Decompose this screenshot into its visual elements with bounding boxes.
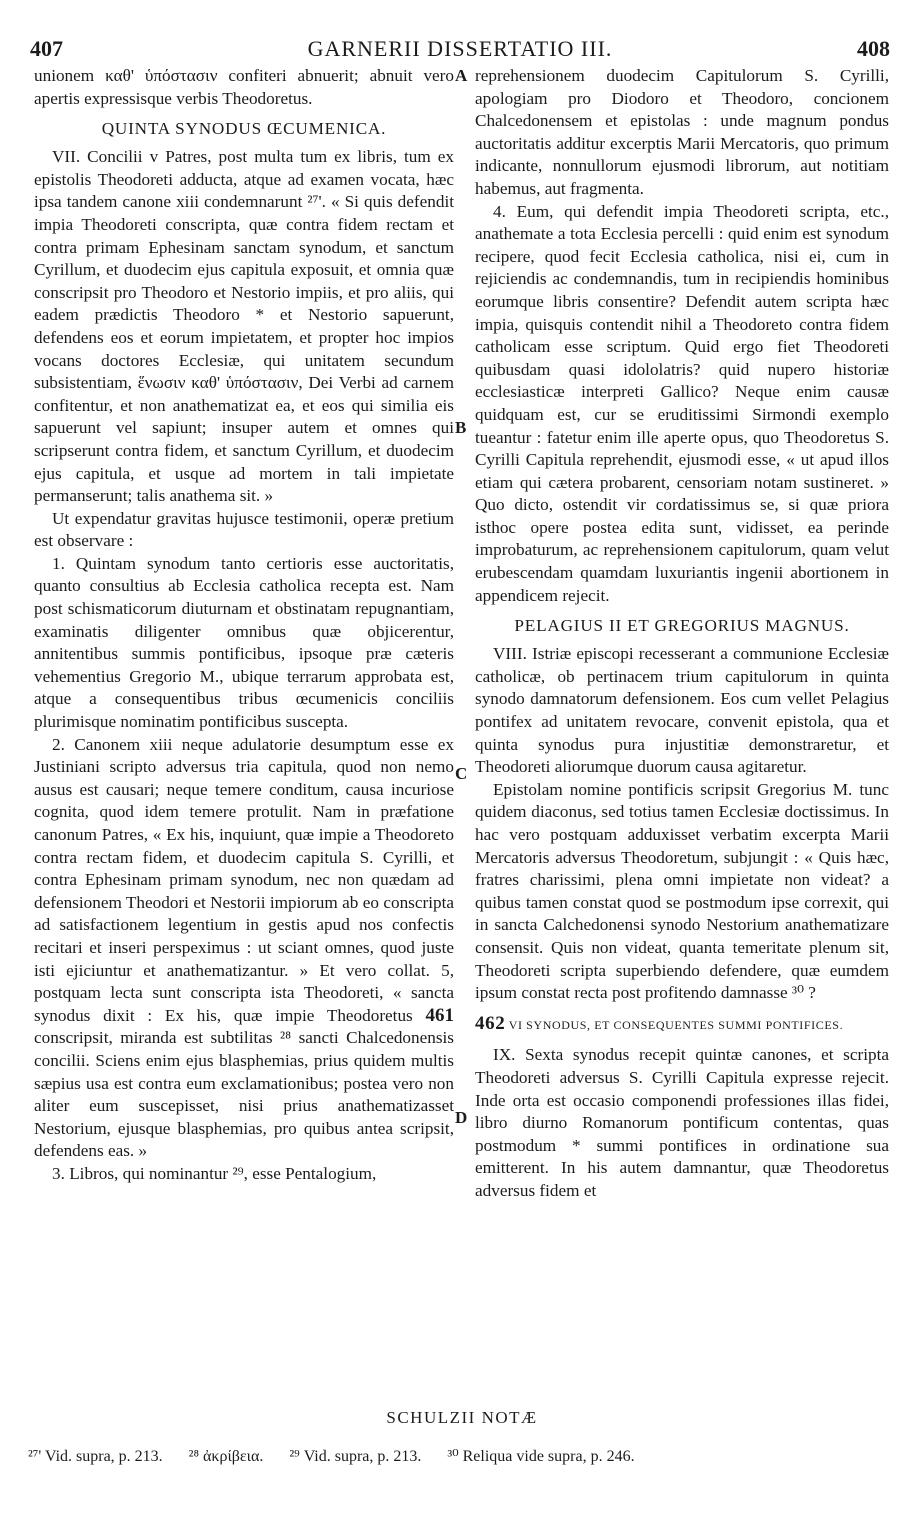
page-number-left: 407 <box>30 36 63 61</box>
footnote: ³⁰ Reliqua vide supra, p. 246. <box>447 1448 635 1465</box>
margin-letter-c: C <box>455 764 468 783</box>
footnote: ²⁷' Vid. supra, p. 213. <box>28 1448 163 1465</box>
paragraph: VIII. Istriæ episcopi recesserant a communione Ecclesiæ catholicæ, ob pertinacem trium capitulorum in quinta synodo damnatorum defensionem. Eos cum vellet Pelagius pontifex ad unitatem revocare, convenit epistola, qua et quinta synodus pura injustitiæ demonstraretur, et Theodoreti aliorumque duorum causa agitaretur. <box>475 644 889 777</box>
section-heading: PELAGIUS II ET GREGORIUS MAGNUS. <box>514 616 850 636</box>
column-number: 461 <box>425 1004 455 1026</box>
margin-letter-d: D <box>455 1108 468 1127</box>
page-header <box>30 36 890 66</box>
paragraph-text: 2. Canonem xiii neque adulatorie desumptum esse ex Justiniani scripto adversus tria capitula, quod non nemo ausus est causari; neque temere conditum, causa incuriose cognita, quod idem temere protulit. Nam in præfatione canonum Patres, « Ex his, inquiunt, quæ impie a Theodoreto contra rectam fidem, et duodecim capitula S. Cyrilli, et contra Ephesinam primam synodum, nec non quædam ad defensionem Theodori et Nestorii impiorum ab eo conscripta ad satisfactionem legentium in gestis apud nos confectis recitari et inseri perspeximus : ut sciant omnes, quod juste isti ejiciuntur et anathematizantur. » Et vero collat. 5, postquam lecta sunt conscripta ista Theodoreti, « sancta synodus dixit : Ex his, quæ impie Theodoretus <box>34 734 454 1025</box>
right-column <box>475 65 889 1395</box>
section-heading <box>475 1013 889 1037</box>
left-column <box>34 65 454 1395</box>
paragraph: VII. Concilii v Patres, post multa tum ex libris, tum ex epistolis Theodoreti adducta, atque ad examen vocata, hæc ipsa tandem canone xiii condemnarunt ²⁷'. « Si quis defendit impia Theodoreti conscripta, quæ contra fidem rectam et contra primam Ephesinam sanctam synodum, et sanctum Cyrillum, et duodecim ejus capitula exposuit, et omnia quæ conscripsit pro Theodoro et Nestorio impiis, et pro aliis, qui eadem prædictis Theodoro * et Nestorio sapuerunt, defendens eos et eorum impietatem, et propter hoc impios vocans doctores Ecclesiæ, qui unitatem secundum subsistentiam, ἕνωσιν καθ' ὑπόστασιν, Dei Verbi ad carnem confitentur, et non anathematizat ea, et eos qui similia eis sapuerunt vel sapiunt; insuper autem et omnes qui scripserunt contra fidem, et sanctum Cyrillum, et duodecim ejus capitula, et usque ad mortem in tali impietate permanserunt; talis anathema sit. » <box>34 147 454 506</box>
footnote: ²⁸ ἀκρίβεια. <box>188 1448 264 1465</box>
section-heading: QUINTA SYNODUS ŒCUMENICA. <box>101 119 387 139</box>
section-heading-text: VI SYNODUS, ET CONSEQUENTES SUMMI PONTIFICES. <box>508 1017 844 1032</box>
paragraph: 3. Libros, qui nominantur ²⁹, esse Pentalogium, <box>52 1163 377 1183</box>
margin-letter-a: A <box>455 66 468 85</box>
margin-letter-b: B <box>455 418 467 437</box>
paragraph: Epistolam nomine pontificis scripsit Gregorius M. tunc quidem diaconus, sed totius tamen Ecclesiæ doctissimus. In hac vero postquam adduxisset verbatim excerpta Marii Mercatoris adversus Theodoretum, subjungit : « Quis hæc, fratres charissimi, plena omni impietate non videat? a quibus tamen constat quod se postmodum ipse correxit, qui in sancta Calchedonensi synodo Nestorium anathematizare consensit. Quis non videat, quanta temeritate plenum sit, Theodoreti scripta superbiendo defendere, quæ eumdem ipsum constat recta post profitendo damnasse ³⁰ ? <box>475 779 889 1003</box>
paragraph: 4. Eum, qui defendit impia Theodoreti scripta, etc., anathemate a tota Ecclesia percelli : quid enim est synodum recipere, quod fecit Ecclesia catholica, nisi ei, cum in rejiciendis ac condemnandis, tum in recipiendis hominibus eorumque libris consentire? Defendit autem scripta hæc impia, quisquis contendit nihil a Theodoreto contra fidem catholicam esse scriptum. Quid ergo fiet Theodoreti quibusdam quasi idololatris? quid nupero historiæ ecclesiasticæ interpreti Gallico? Neque enim causæ quidquam est, cur se eruditissimi Sirmondi exemplo tueantur : fatetur enim ille aperte opus, quo Theodoretus S. Cyrilli Capitula reprehendit, ejusmodi esse, « ut apud illos etiam qui cætera probarent, censoriam notam sustineret. » Quo dicto, ostendit vir cordatissimus se, si quæ priora isthoc opere postea edita sunt, vidisset, ea perinde improbaturum, ac reprehensionem capitulorum, quam velut erubescendam quamdam luxuriantis ingenii abortionem in appendicem rejecit. <box>475 201 889 605</box>
paragraph-text: conscripsit, miranda est subtilitas ²⁸ sancti Chalcedonensis concilii. Sciens enim ejus blasphemias, prius quidem multis sæpius usa est contra eum exclamationibus; postea vero non aliter eum suscepisset, nisi prius anathematizasset Nestorium, ejusque blasphemias, pro quibus antea scripsit, defendens eas. » <box>34 1028 454 1161</box>
footnotes <box>28 1446 908 1466</box>
page-number-right: 408 <box>857 36 890 61</box>
paragraph: 1. Quintam synodum tanto certioris esse auctoritatis, quanto consultius ab Ecclesia catholica recepta est. Nam post schismaticorum diuturnam et obstinatam repugnantiam, examinatis diligenter omnibus quæ objicerentur, annitentibus summis pontificibus, ipsoque præ cæteris vehementius Gregorio M., ubique terrarum approbata est, atque a consequentibus tribus œcumenicis conciliis plurimisque nominatim pontificibus suscepta. <box>34 553 454 732</box>
paragraph: Ut expendatur gravitas hujusce testimonii, operæ pretium est observare : <box>34 508 454 551</box>
paragraph <box>34 734 454 1163</box>
notes-title: SCHULZII NOTÆ <box>386 1408 538 1427</box>
footnote: ²⁹ Vid. supra, p. 213. <box>289 1448 422 1465</box>
column-number: 462 <box>475 1012 506 1034</box>
paragraph: IX. Sexta synodus recepit quintæ canones, et scripta Theodoreti adversus S. Cyrilli Capitula expresse rejecit. Inde orta est occasio componendi professiones illas fidei, libro diurno Romanorum pontificum contentas, quas postmodum * summi pontifices in ordinatione sua emitterent. In his autem damnantur, quæ Theodoretus adversus fidem et <box>475 1045 889 1200</box>
paragraph: unionem καθ' ὑπόστασιν confiteri abnuerit; abnuit vero apertis expressisque verbis Theodoretus. <box>34 66 454 108</box>
paragraph: reprehensionem duodecim Capitulorum S. Cyrilli, apologiam pro Diodoro et Theodoro, concionem Chalcedonensem et epistolas : unde magnum pondus auctoritatis additur excerptis Marii Mercatoris, quo primum indicante, nonnullorum ejusmodi librorum, aut notitiam habemus, aut fragmenta. <box>475 66 889 198</box>
running-title: GARNERII DISSERTATIO III. <box>307 36 613 61</box>
